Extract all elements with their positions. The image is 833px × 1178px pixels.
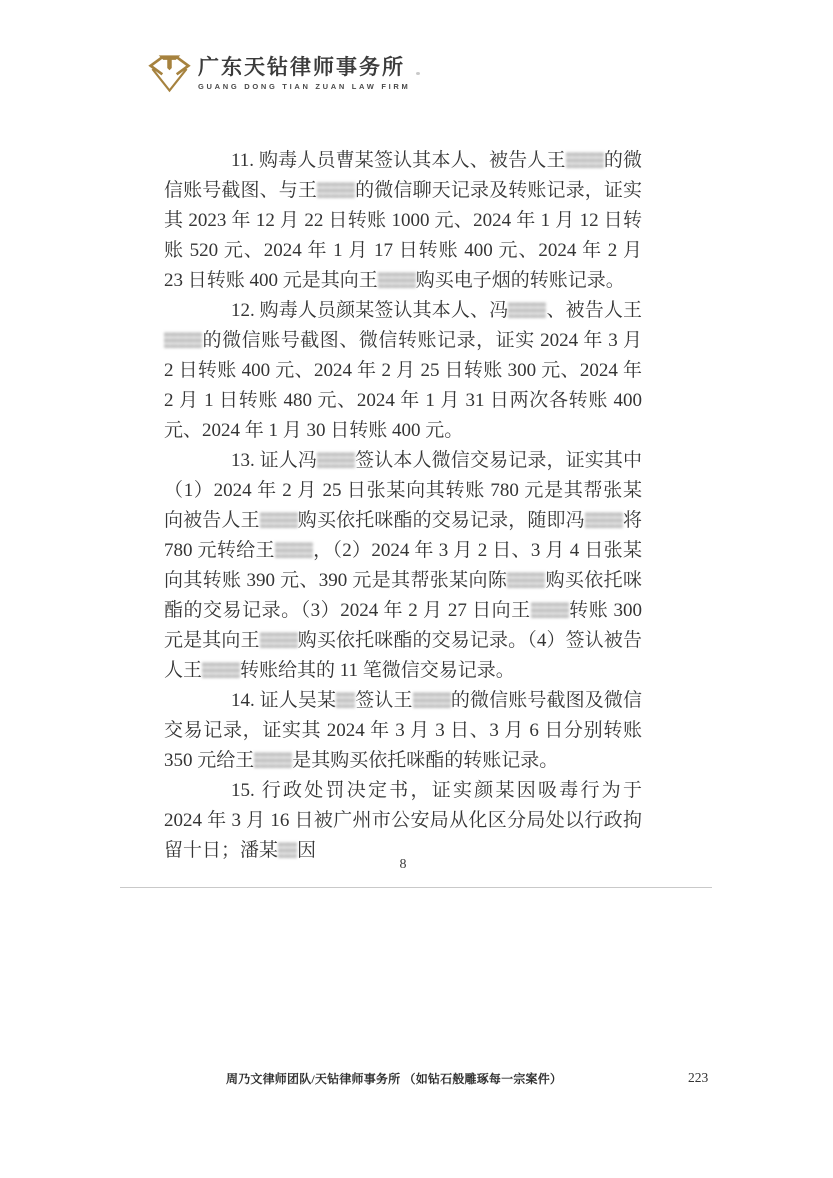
scan-speck bbox=[416, 72, 420, 75]
paragraph-12: 12. 购毒人员颜某签认其本人、冯 、被告人王的微信账号截图、微信转账记录，证实 2024 年 3 月 2 日转账 400 元、2024 年 2 月 25 日转账 300 元、2024 年 2 月 1 日转账 480 元、2024 年 1 月 31 日两次各转账 400 元、2024 年 1 月 30 日转账 400 元。 bbox=[164, 300, 642, 441]
redacted-name bbox=[260, 512, 298, 528]
redacted-name bbox=[508, 302, 546, 318]
inner-page-number: 8 bbox=[399, 857, 407, 872]
redacted-name bbox=[275, 542, 313, 558]
redacted-name bbox=[164, 332, 202, 348]
document-body bbox=[164, 146, 642, 866]
footer-team-caption: 周乃文律师团队/天钻律师事务所 （如钻石般雕琢每一宗案件） bbox=[226, 1072, 563, 1086]
firm-name-block bbox=[198, 57, 410, 91]
redacted-name bbox=[254, 752, 292, 768]
letterhead bbox=[147, 50, 410, 95]
footer-divider-line bbox=[120, 887, 712, 888]
redacted-name bbox=[507, 572, 545, 588]
redacted-name bbox=[278, 842, 297, 858]
redacted-name bbox=[585, 512, 623, 528]
redacted-name bbox=[566, 152, 604, 168]
footer-page-number: 223 bbox=[688, 1070, 709, 1085]
diamond-T-logo-icon bbox=[147, 50, 192, 95]
paragraph-13: 13. 证人冯 签认本人微信交易记录，证实其中（1）2024 年 2 月 25 日张某向其转账 780 元是其帮张某向被告人王 购买依托咪酯的交易记录，随即冯 将 780 元转给王 ，（2）2024 年 3 月 2 日、3 月 4 日张某向其转账 390 元、390 元是其帮张某向陈 购买依托咪酯的交易记录。（3）2024 年 2 月 27 日向王 转账 300 元是其向王 购买依托咪酯的交易记录。（4）签认被告人王 转账给其的 11 笔微信交易记录。 bbox=[164, 450, 642, 681]
redacted-name bbox=[202, 662, 240, 678]
redacted-name bbox=[317, 182, 355, 198]
redacted-name bbox=[531, 602, 569, 618]
paragraph-15: 15. 行政处罚决定书，证实颜某因吸毒行为于 2024 年 3 月 16 日被广州市公安局从化区分局处以行政拘留十日；潘某 因 bbox=[164, 780, 642, 861]
redacted-name bbox=[317, 452, 355, 468]
paragraph-14: 14. 证人吴某 签认王 的微信账号截图及微信交易记录，证实其 2024 年 3 月 3 日、3 月 6 日分别转账 350 元给王 是其购买依托咪酯的转账记录。 bbox=[164, 690, 642, 771]
firm-name-cn: 广东天钻律师事务所 bbox=[198, 56, 405, 79]
redacted-name bbox=[378, 272, 416, 288]
redacted-name bbox=[413, 692, 451, 708]
firm-name-en: GUANG DONG TIAN ZUAN LAW FIRM bbox=[198, 82, 411, 92]
paragraph-11: 11. 购毒人员曹某签认其本人、被告人王 的微信账号截图、与王 的微信聊天记录及转账记录，证实其 2023 年 12 月 22 日转账 1000 元、2024 年 1 月 12 日转账 520 元、2024 年 1 月 17 日转账 400 元、2024 年 2 月 23 日转账 400 元是其向王 购买电子烟的转账记录。 bbox=[164, 150, 642, 291]
redacted-name bbox=[336, 692, 355, 708]
redacted-name bbox=[260, 632, 298, 648]
